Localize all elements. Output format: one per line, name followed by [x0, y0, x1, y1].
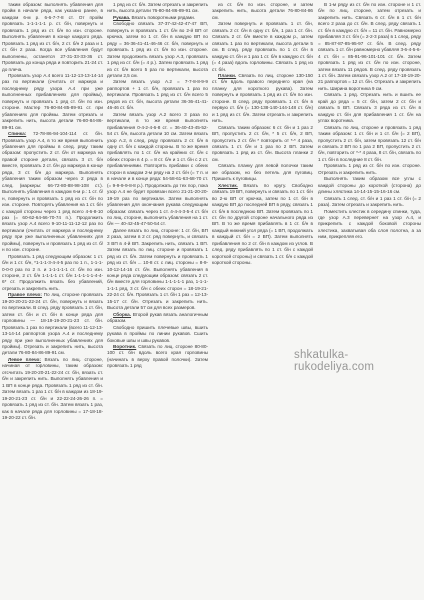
paragraph-text: Связать по лиц. стороне и провязать 1 ряд таким образом: 1 ст. б/н и 1 ст. б/н (= 2 ВП), пропустить 2 ст. б/н, затем провязать 12 ст. б/н и связать 2 ВП по 1 раз 2 ВП, пропустить 2 ст. б/н, повторить от *-* 4 раза, 8 ст. б/н, связать по 1 ст. б/н в последние 8 ст. б/н.	[318, 124, 421, 162]
paragraph-text: Связать 1 ряд. Отрезать нить и вшить ее край до ряда = 5 ст. б/н, затем 2 ст. б/н и связать 5 ВП. Связать 3 ряда из ст. б/н в каждую ст. б/н для прибавления 1 ст. б/н на углах воротника.	[318, 92, 421, 124]
instruction-paragraph	[107, 228, 208, 312]
paragraph-text: Затем повернуть и провязать 1 ст. б/н, связать 2 ст. б/н в одну ст. б/н, 1 раз 1 ст. б/н. Связать 2 ст. б/н вместе в каждом р., затем связать 1 раз по вертикали, высота детали 5 см. В след. ряду провязать по 1 ст. б/н в каждую ст. б/н и 1 раз 1 ст. б/н в каждую ст. б/н (= 4 раза) вдоль горловины. Связать 1 ряд из ст. б/н.	[212, 21, 313, 72]
paragraph-text: Свободно пришить плечевые швы, вшить рукава в проймы по линии рукавов. Сшить боковые швы и швы рукавов.	[107, 324, 208, 343]
instruction-paragraph	[107, 325, 208, 344]
instruction-paragraph	[318, 125, 421, 164]
instruction-paragraph	[107, 344, 208, 370]
paragraph-text: Связать по лиц. стороне 130-150 ст. б/н вдоль правого переднего края (на планку для короткого рукава). Затем повернуть и провязать 1 ряд из ст. б/н по изн. стороне. В след. ряду провязать 1 ст. б/н в первую ст. б/н (= 130-138-140-144-148 ст. б/н) и 1 ряд из ст. б/н. Затем отрезать и закрепить нить.	[212, 72, 313, 124]
paragraph-text: Выполнять таким образом все углы с каждой стороны до короткой (сторона) до длины хлястика 14-14-15-15-16-16 см.	[318, 176, 421, 195]
paragraph-text: В 1-м ряду из ст. б/н по изн. стороне и 1 ст. б/н по лиц. стороне, затем отрезать и закрепить нить. Связать 6 ст. б/н в 1 ст. б/н всего 2 раза до ст. б/н. В след. ряду связать 1 ст. б/н в каждую ст. б/н = 11 ст. б/н. Равномерно прибавляя 3 ст. б/н (= 2-2-3 раза) в 1 след. ряду = 85-87-87-85-95-97 ст. б/н. В след. ряду связать 1 ст. б/н равномерно убавляя 3-6-4-5-6-4 ст. б/н = 85-91-96-101-101 ст. б/н. Затем провязать 1 ряд из ст. б/н по изн. стороне, затем вязать 11 рядов. В след. ряду провязать 1 ст. б/н. Затем связать узор А.2 от 17-18-19-20-21 раппортов = 12 ст. б/н. Отрезать и закрепить нить. Ширина воротника 9 см.	[318, 2, 421, 91]
section-heading: Сборка.	[113, 311, 131, 317]
section-heading: Спинка:	[8, 131, 27, 137]
instruction-paragraph	[212, 163, 313, 182]
paragraph-text: Затем вязать узор А.2 = 7-7-8-8-9-9 раппортов + 1 ст. б/н, провязать 1 раз по вертикали. Провязать 1 ряд из ст. б/н всего 5 рядов из ст. б/н, высота детали 36-36-41-41-46-46 ст. б/н.	[107, 79, 208, 111]
section-heading: Воротник.	[113, 344, 137, 350]
paragraph-text: таким образом: выполнять убавления для пройм в начале ряда, как указано ранее, в каждом 6-м р. 6-6-7-7-8 ст. От пройм провязать 1-1-1-1-1 р. ст. б/н, повернуть и провязать 1 ряд из ст. б/н по изн. стороне. Выполнять убавления в конце каждого ряда. Провязать 1 ряд из ст. б/н, 2 ст. б/н 2 раза и 1 ст. б/н 2 раза. Когда все убавления будут выполнены, останется 27-31-33-33-36 ст. Провязать до конца ряда и повторить 21-24 ст. до плеча.	[2, 2, 103, 72]
instruction-paragraph	[318, 196, 421, 209]
instruction-paragraph	[2, 254, 103, 293]
paragraph-text: По лиц. стороне провязать 19-20-20-21-22-24 ст. б/н, повернуть и вязать по вертикали. В след. ряду провязать 1 ст. б/н, затем ст. б/н и ст. б/н в конце ряда для горловины — 18-19-19-20-21-23 ст. б/н. Провязать 1 раз по вертикали (всего 11-12-13-13-14-14 раппортов узора А.4 и последнему ряду при уже выполненных убавлениях для проймы). Отрезать и закрепить нить, высота детали 76-80-84-86-89-91 см.	[2, 292, 103, 356]
paragraph-text: Связать 1 след. ст. б/н и 1 раз 1 ст. б/н (= 2 раза). Затем отрезать и закрепить нить.	[318, 195, 421, 208]
instruction-paragraph	[2, 357, 103, 422]
instruction-paragraph	[2, 131, 103, 254]
instruction-paragraph	[212, 2, 313, 21]
paragraph-text: 72-78-86-94-104-114 ст. б/н. Провязать узор А.4, в то же время выполнить убавления для проймы в след. ряду таким образом: пропустить 2 ст. б/н от маркера на правой стороне детали, связать 3 ст. б/н вместе, провязать 2 ст. б/н до маркера в конце ряда, 3 ст. б/н до маркера. Выполнять убавления таким образом через 2 ряда в след. (маркеры: 66-72-80-88-98-108 ст.). Выполнять убавления в каждом 6-м р.: 1 ст. б/н, повернуть и провязать 1 ряд из ст. б/н по изн. стороне. Повторять убавления на 1 ст. б/н с каждой стороны через 1 ряд всего 4-6-8-10 раз (= 60-62-64-66-70-74 п.). Продолжить вязать узор А.4 всего 9-10-11-11-12-12 раз по вертикали (считать от маркера и последнему ряду при уже выполненных убавлениях для проймы), повернуть и провязать 1 ряд из ст. б/н по изн. стороне.	[2, 131, 103, 253]
instruction-paragraph	[2, 73, 103, 131]
paragraph-text: Провязать 1 ряд следующим образом: 1 ст. б/н и 1 ст. б/н, *1-1-1-3-4-4-5 раз по 1 п., 1-1-1-0-0-0 раз по 2 п. и 1-1-1-1-1 ст. б/н по изн. стороне, 2 ст. б/н 1-1-1-1 ст. б/н 1-1-1-1-1-4-4-6* ст. Продолжить вязать без убавлений, отрезать и закрепить нить.	[2, 253, 103, 291]
paragraph-text: 1 ряд из ст. б/н. Затем отрезать и закрепить нить, высота детали 76-80-84-86-89-91 см.	[107, 2, 208, 14]
instruction-paragraph	[2, 292, 103, 357]
paragraph-text: Далее вязать по лиц. стороне: 1 ст. б/н, ВП 2 раза, затем в 2 ст. ряд повернуть, и связать 3 ВП в 4-й ВП. Закрепить нить, связать 1 ВП. Затем вязать по лиц. стороне и провязать 1 ряд из ст. б/н. Затем повернуть и провязать 1 ряд из ст. б/н ... 10-8 ст. с лиц. стороны = 8-9-10-12-14-16 ст. б/н. Выполнять убавления в конце ряда следующим образом: связать 2 ст. б/н вместе для горловины 1-1-1-1-1 раз, 1-1-1-1-1-1 ряд, 3 ст. б/н с обеих сторон = 18-19-21-22-24 ст. б/н. Провязать 1 ст. б/н 1 раз = 12-13-15-17 ст. б/н. Отрезать и закрепить нить. Высота детали 57 см для всех размеров.	[107, 227, 208, 311]
text-column-1	[2, 2, 103, 598]
paragraph-text: Свободно связать 37-37-42-42-47-47 ВП, повернуть и провязать 1 ст. б/н во 2-й ВП от крючка, затем по 1 ст. б/н в каждую ВП по ряду = 36-36-41-41-46-46 ст. б/н, повернуть и провязать 1 ряд из ст. б/н по изн. стороне. Затем продолжить вязать узор А.3, провязать 1 ряд из ст. б/н (= 4 р.). Затем провязать 1 ряд из ст. б/н всего 5 раз по вертикали, высота детали 2,5 см.	[107, 21, 208, 78]
instruction-paragraph	[212, 73, 313, 125]
paragraph-text: Провязать 1 ряд из ст. б/н по изн. стороне. Отрезать и закрепить нить.	[318, 163, 421, 175]
site-watermark: shkatulka-rukodeliya.com	[294, 349, 424, 373]
instruction-paragraph	[318, 92, 421, 124]
text-column-4	[318, 2, 421, 598]
paragraph-text: из ст. б/н по изн. стороне, и затем закрепить нить, высота детали 76-80-84-86 см.	[212, 2, 313, 20]
paragraph-text: Вязать поворотными рядами.	[131, 14, 196, 20]
section-heading: Хлестик.	[218, 182, 238, 188]
instruction-paragraph	[2, 2, 103, 73]
section-heading: Правое плечо:	[8, 292, 42, 298]
paragraph-text: Вязать по кругу. Свободно связать 19 ВП, повернуть и связать по 1 ст. б/н во 2-ю ВП от крючка, затем по 1 ст. б/н в каждую ВП до последней ВП в ряду, связать 1 ст. б/н в последнюю ВП. Затем провязать по 1 ст. б/н по другой стороне начального ряда из ВП. В то же время прибавлять в 1 ст. б/н в каждый нижний угол ряда (= 1 ВП, продолжать в каждый ст. б/н = 2 ВП). Затем выполнять прибавления по 2 ст. б/н в каждом из углов. В след. ряду прибавлять по 1 ст. б/н с каждой короткой стороны) и связать 1 ст. б/н с каждой короткой стороны.	[212, 182, 313, 266]
section-heading: Рукава.	[113, 14, 131, 20]
paragraph-text: Вязать по лиц. стороне, начиная от горловины, таким образом: отсчитать 19-20-20-21-22-24 ст. б/н, вязать ст. б/н и закрепить нить. Выполнять убавления и 1 ВП в конце ряда. Провязать 1 ряд из ст. б/н. Затем вязать 1 раз 1 ст. б/н в каждом из 18-19-19-20-21-23 ст. б/н и 22-22-24-26-26 п. = провязать 1 ряд из ст. б/н. Затем вязать 1 раз, как в начале ряда для горловины = 17-18-18-19-20-22 ст. б/н.	[2, 356, 103, 420]
instruction-paragraph	[212, 125, 313, 164]
paragraph-text: Связать по лиц. стороне 80-80-100 ст. б/н вдоль всего края горловины (начинать в верху правой полочки). Затем провязать 1 ряд	[107, 344, 208, 369]
paragraph-text: Второй рукав вязать аналогичным образом.	[107, 311, 208, 324]
text-column-3	[212, 2, 313, 598]
paragraph-text: Связать таким образом: 6 ст. б/н и 1 раз 2 ВП, пропустить 2 ст. б/н, * 5 ст. б/н, 2 ВП, пропустить 2 ст. б/н * повторить от *-* 4 раза, связать 1 ст. б/н и 1 раз по 2 ВП. Затем провязать 1 ряд из ст. б/н. Высота планки 2 см.	[212, 124, 313, 162]
section-heading: Планки.	[218, 72, 237, 78]
paragraph-text: Поместить хлестик в середину спинки, туда, где узор А.3 перевернет на узор А.4, и прикрепить с каждой боковой стороны хлестика, захватывая оба слоя полотна, а за ним, прикрепляя его.	[318, 208, 421, 240]
instruction-paragraph	[318, 209, 421, 241]
instruction-paragraph	[107, 312, 208, 325]
instruction-paragraph	[107, 112, 208, 228]
paragraph-text: Провязать узор А.4 всего 11-12-13-13-14-14 раз по вертикали (считать от маркера и последнему ряду узора А.4 при уже выполненных прибавлениях для проймы), повернуть и провязать 1 ряд ст. б/н по изн. стороне. Мастер 76-80-84-85-89-91 ст. при убавлениях для проймы. Затем отрезать и закрепить нить, высота детали 76-80-84-86-89-91 см.	[2, 72, 103, 130]
instruction-paragraph	[107, 21, 208, 79]
instruction-paragraph	[107, 79, 208, 111]
instruction-paragraph	[212, 183, 313, 267]
instruction-paragraph	[318, 163, 421, 176]
instruction-paragraph	[318, 176, 421, 195]
paragraph-text: Связать планку для левой полочки таким же образом, но без петель для пуговиц. Пришить к пуговицы.	[212, 163, 313, 182]
text-column-2	[107, 2, 208, 598]
instruction-paragraph	[318, 2, 421, 92]
instruction-paragraph	[212, 21, 313, 73]
section-heading: Левое плечо:	[8, 356, 41, 362]
paragraph-text: Затем вязать узор А.2 всего 3 раза по вертикали, в то же время выполнять прибавления 0-4-2-4-6-8 ст. = 36-40-43-45-52-54 ст. б/н, высота детали 10 см. Затем вязать узор А.2, в след. ряду провязать 2 ст. б/н в одну ст. б/н с каждой стороны. В то же время прибавлять по 1 ст. б/н на крайних ст. б/н с обеих сторон в 4 р. = 8 ст. б/н и 1 ст. б/н с 2 ст. прибавлениями. Повторять прибавки с обеих сторон в каждом 2-м ряду на 2 ст. б/н (= 7 п. и в начале и в конце ряда: 54-58-61-63-68-70 ст. (= 9-9-9-9-8-8 р.). Продолжать до тех пор, пока узор А.4 не будет провязан всего 21-21-20-20-19-19 раз по вертикали. Затем выполнять убавления для окончания рукава следующим образом: связать через 1 ст. 4-4-4-3-5-4 ст. б/н по лиц. стороне, выполнить убавления на 1 ст. б/н — 40-42-45-47-50-54 ст.	[107, 111, 208, 227]
instruction-paragraph	[107, 2, 208, 15]
